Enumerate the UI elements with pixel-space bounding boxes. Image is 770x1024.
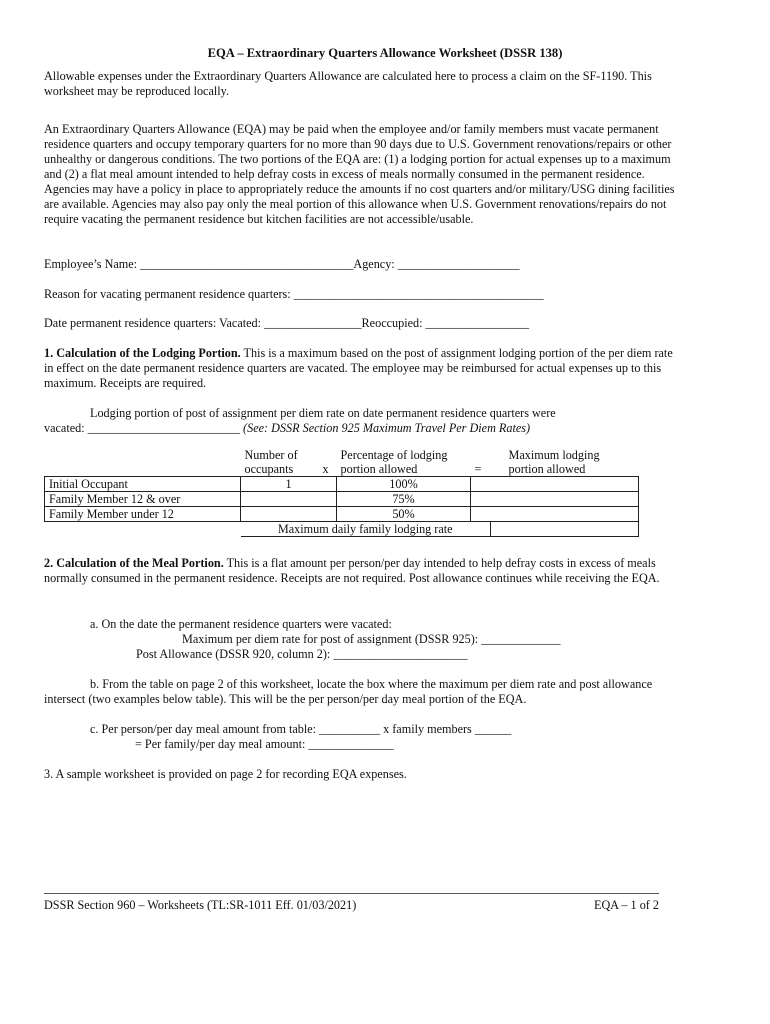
meal-b-line: b. From the table on page 2 of this worksheet, locate the box where the maximum per diem rate and post allowance intersect (two examples below table). This will be the per person/per day meal portion of the EQA. — [44, 677, 653, 706]
hdr-number: Number of occupants — [244, 448, 298, 476]
max-lodging-cell[interactable] — [471, 492, 639, 507]
max-daily-rate-cell[interactable] — [491, 522, 639, 537]
hdr-maximum: Maximum lodging portion allowed — [508, 448, 600, 476]
meal-text: This is a flat amount per person/per day intended to help defray costs in excess of meals normally consumed in the permanent residence. Receipts are not required. Post allowance continues while receiving the EQA. — [44, 556, 660, 585]
reason-field: Reason for vacating permanent residence quarters: _________________________________________ — [44, 287, 544, 301]
eqa-description-paragraph: An Extraordinary Quarters Allowance (EQA) may be paid when the employee and/or family members must vacate permanent residence quarters and occupy temporary quarters for no more than 90 days due to U.S. Government renovations/repairs or other unhealthy or dangerous conditions. The two portions of the EQA are: (1) a lodging portion for actual expenses up to a maximum and (2) a flat meal amount intended to help defray costs in excess of meals normally consumed in the permanent residence. Agencies may have a policy in place to appropriately reduce the amounts if no cost quarters and/or military/USG dining facilities are available. Agencies may also pay only the meal portion of this allowance when U.S. Government renovations/repairs do not require vacating the permanent residence but kitchen facilities are not accessible/usable. — [44, 122, 675, 226]
meal-section — [44, 556, 684, 586]
max-lodging-cell[interactable] — [471, 507, 639, 522]
sample-worksheet-note: 3. A sample worksheet is provided on page 2 for recording EQA expenses. — [44, 767, 407, 781]
meal-a-line: a. On the date the permanent residence quarters were vacated: — [90, 617, 392, 631]
post-allowance-field: Post Allowance (DSSR 920, column 2): ______________________ — [136, 647, 468, 661]
page-footer — [44, 898, 659, 913]
table-footer-row — [45, 522, 639, 537]
lodging-rate-line: Lodging portion of post of assignment per diem rate on date permanent residence quarters were — [90, 406, 556, 420]
footer-page-number: EQA – 1 of 2 — [594, 898, 659, 912]
max-per-diem-field: Maximum per diem rate for post of assignment (DSSR 925): _____________ — [182, 632, 561, 646]
lodging-rate-line-2 — [44, 421, 684, 436]
hdr-x: x — [322, 462, 329, 476]
intro-paragraph: Allowable expenses under the Extraordinary Quarters Allowance are calculated here to process a claim on the SF-1190. This worksheet may be reproduced locally. — [44, 69, 652, 98]
vacated-field: vacated: _________________________ — [44, 421, 244, 435]
lodging-section — [44, 346, 684, 391]
hdr-equals: = — [474, 462, 482, 476]
meal-c-line: c. Per person/per day meal amount from table: __________ x family members ______ — [90, 722, 512, 736]
lodging-table — [44, 448, 639, 537]
lodging-heading: 1. Calculation of the Lodging Portion. — [44, 346, 241, 360]
employee-name-agency-field: Employee’s Name: ___________________________________Agency: ____________________ — [44, 257, 520, 271]
table-row: Initial Occupant 1 100% — [45, 477, 639, 492]
hdr-percentage: Percentage of lodging portion allowed — [340, 448, 448, 476]
table-row: Family Member under 12 50% — [45, 507, 639, 522]
page-title: EQA – Extraordinary Quarters Allowance Worksheet (DSSR 138) — [207, 46, 563, 60]
meal-c-line-2: = Per family/per day meal amount: ______________ — [135, 737, 394, 751]
max-lodging-cell[interactable] — [471, 477, 639, 492]
dates-field: Date permanent residence quarters: Vacated: ________________Reoccupied: _________________ — [44, 316, 530, 330]
max-daily-rate-label: Maximum daily family lodging rate — [241, 522, 491, 537]
meal-heading: 2. Calculation of the Meal Portion. — [44, 556, 224, 570]
footer-divider — [44, 893, 659, 894]
lodging-text: This is a maximum based on the post of assignment lodging portion of the per diem rate in effect on the date permanent residence quarters are vacated. The employee may be reimbursed for actual expenses up to this maximum. Receipts are required. — [44, 346, 673, 390]
footer-left: DSSR Section 960 – Worksheets (TL:SR-1011 Eff. 01/03/2021) — [44, 898, 357, 912]
table-row: Family Member 12 & over 75% — [45, 492, 639, 507]
dssr-925-reference: (See: DSSR Section 925 Maximum Travel Per Diem Rates) — [243, 421, 531, 435]
